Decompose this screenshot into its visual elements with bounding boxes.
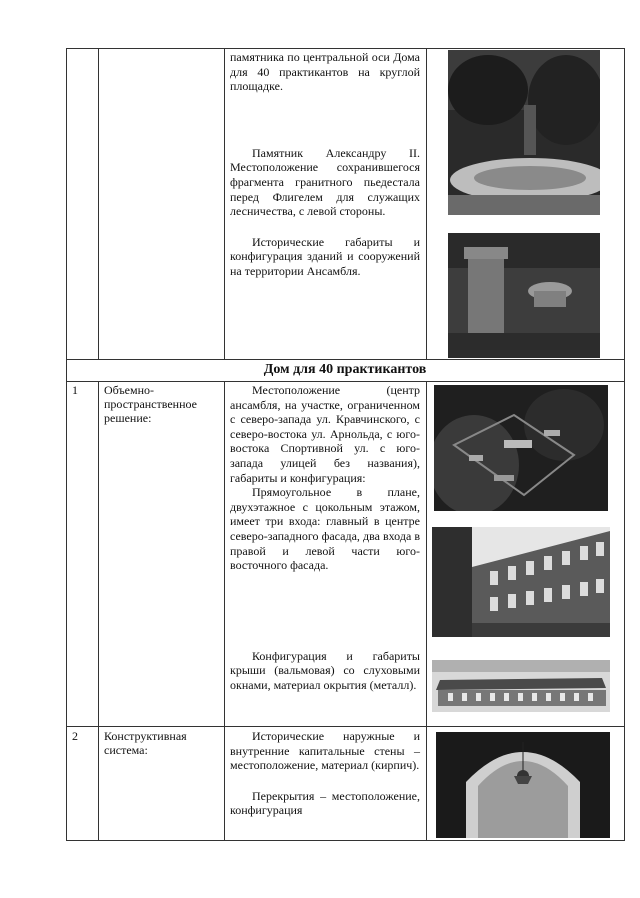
pedestal-fragment-photo (448, 233, 600, 358)
table-border-col1 (98, 48, 99, 359)
table-border-right (624, 48, 625, 840)
row-2-text (230, 729, 420, 818)
row-1-paragraph-2: Прямоугольное в плане, двухэтажное с цокольным этажом, имеет три входа: главный в центре северо-западного фасада, два входа в правой и левой части юго-восточного фасада. (230, 485, 420, 573)
monument-photo (448, 50, 600, 215)
top-row-text (230, 50, 420, 279)
row-1-paragraph-3: Конфигурация и габариты крыши (вальмовая) со слуховыми окнами, материал окрытия (металл). (230, 648, 420, 692)
row-2-paragraph-2: Перекрытия – местоположение, конфигурация (230, 788, 420, 818)
aerial-map-photo (434, 385, 608, 511)
table-border-row2 (66, 726, 625, 727)
row-1-text (230, 383, 420, 693)
roof-view-photo (432, 660, 610, 712)
table-border-col3 (426, 48, 427, 359)
row-2-paragraph-1: Исторические наружные и внутренние капитальные стены – местоположение, материал (кирпич). (230, 729, 420, 773)
top-row-paragraph-1: памятника по центральной оси Дома для 40 практикантов на круглой площадке. (230, 50, 420, 94)
table-border-bottom (66, 840, 625, 841)
table-border-left (66, 48, 67, 840)
row-2-label: Конструктивная система: (104, 729, 187, 757)
interior-vault-photo (436, 732, 610, 838)
row-1-label: Объемно-пространственное решение: (104, 383, 197, 425)
section-title: Дом для 40 практикантов (263, 362, 427, 377)
table-border-section-top (66, 359, 625, 360)
table-border-col2 (224, 48, 225, 359)
row-2-number: 2 (72, 729, 78, 743)
row-1-number: 1 (72, 383, 78, 397)
top-row-paragraph-3: Исторические габариты и конфигурация зданий и сооружений на территории Ансамбля. (230, 234, 420, 278)
top-row-paragraph-2: Памятник Александру II. Местоположение сохранившегося фрагмента гранитного пьедестала перед Флигелем для служащих лесничества, с левой стороны. (230, 145, 420, 219)
table-border-col2b (224, 381, 225, 840)
table-border-col1b (98, 381, 99, 840)
building-facade-photo (432, 527, 610, 637)
row-1-paragraph-1: Местоположение (центр ансамбля, на участке, ограниченном с северо-запада ул. Кравчинского, с северо-востока ул. Арнольда, с юго-востока Спортивной ул. с юго-запада улицей без названия), габариты и конфигурация: (230, 383, 420, 485)
table-border-col3b (426, 381, 427, 840)
table-border-section-bottom (66, 381, 625, 382)
table-border-top (66, 48, 625, 49)
